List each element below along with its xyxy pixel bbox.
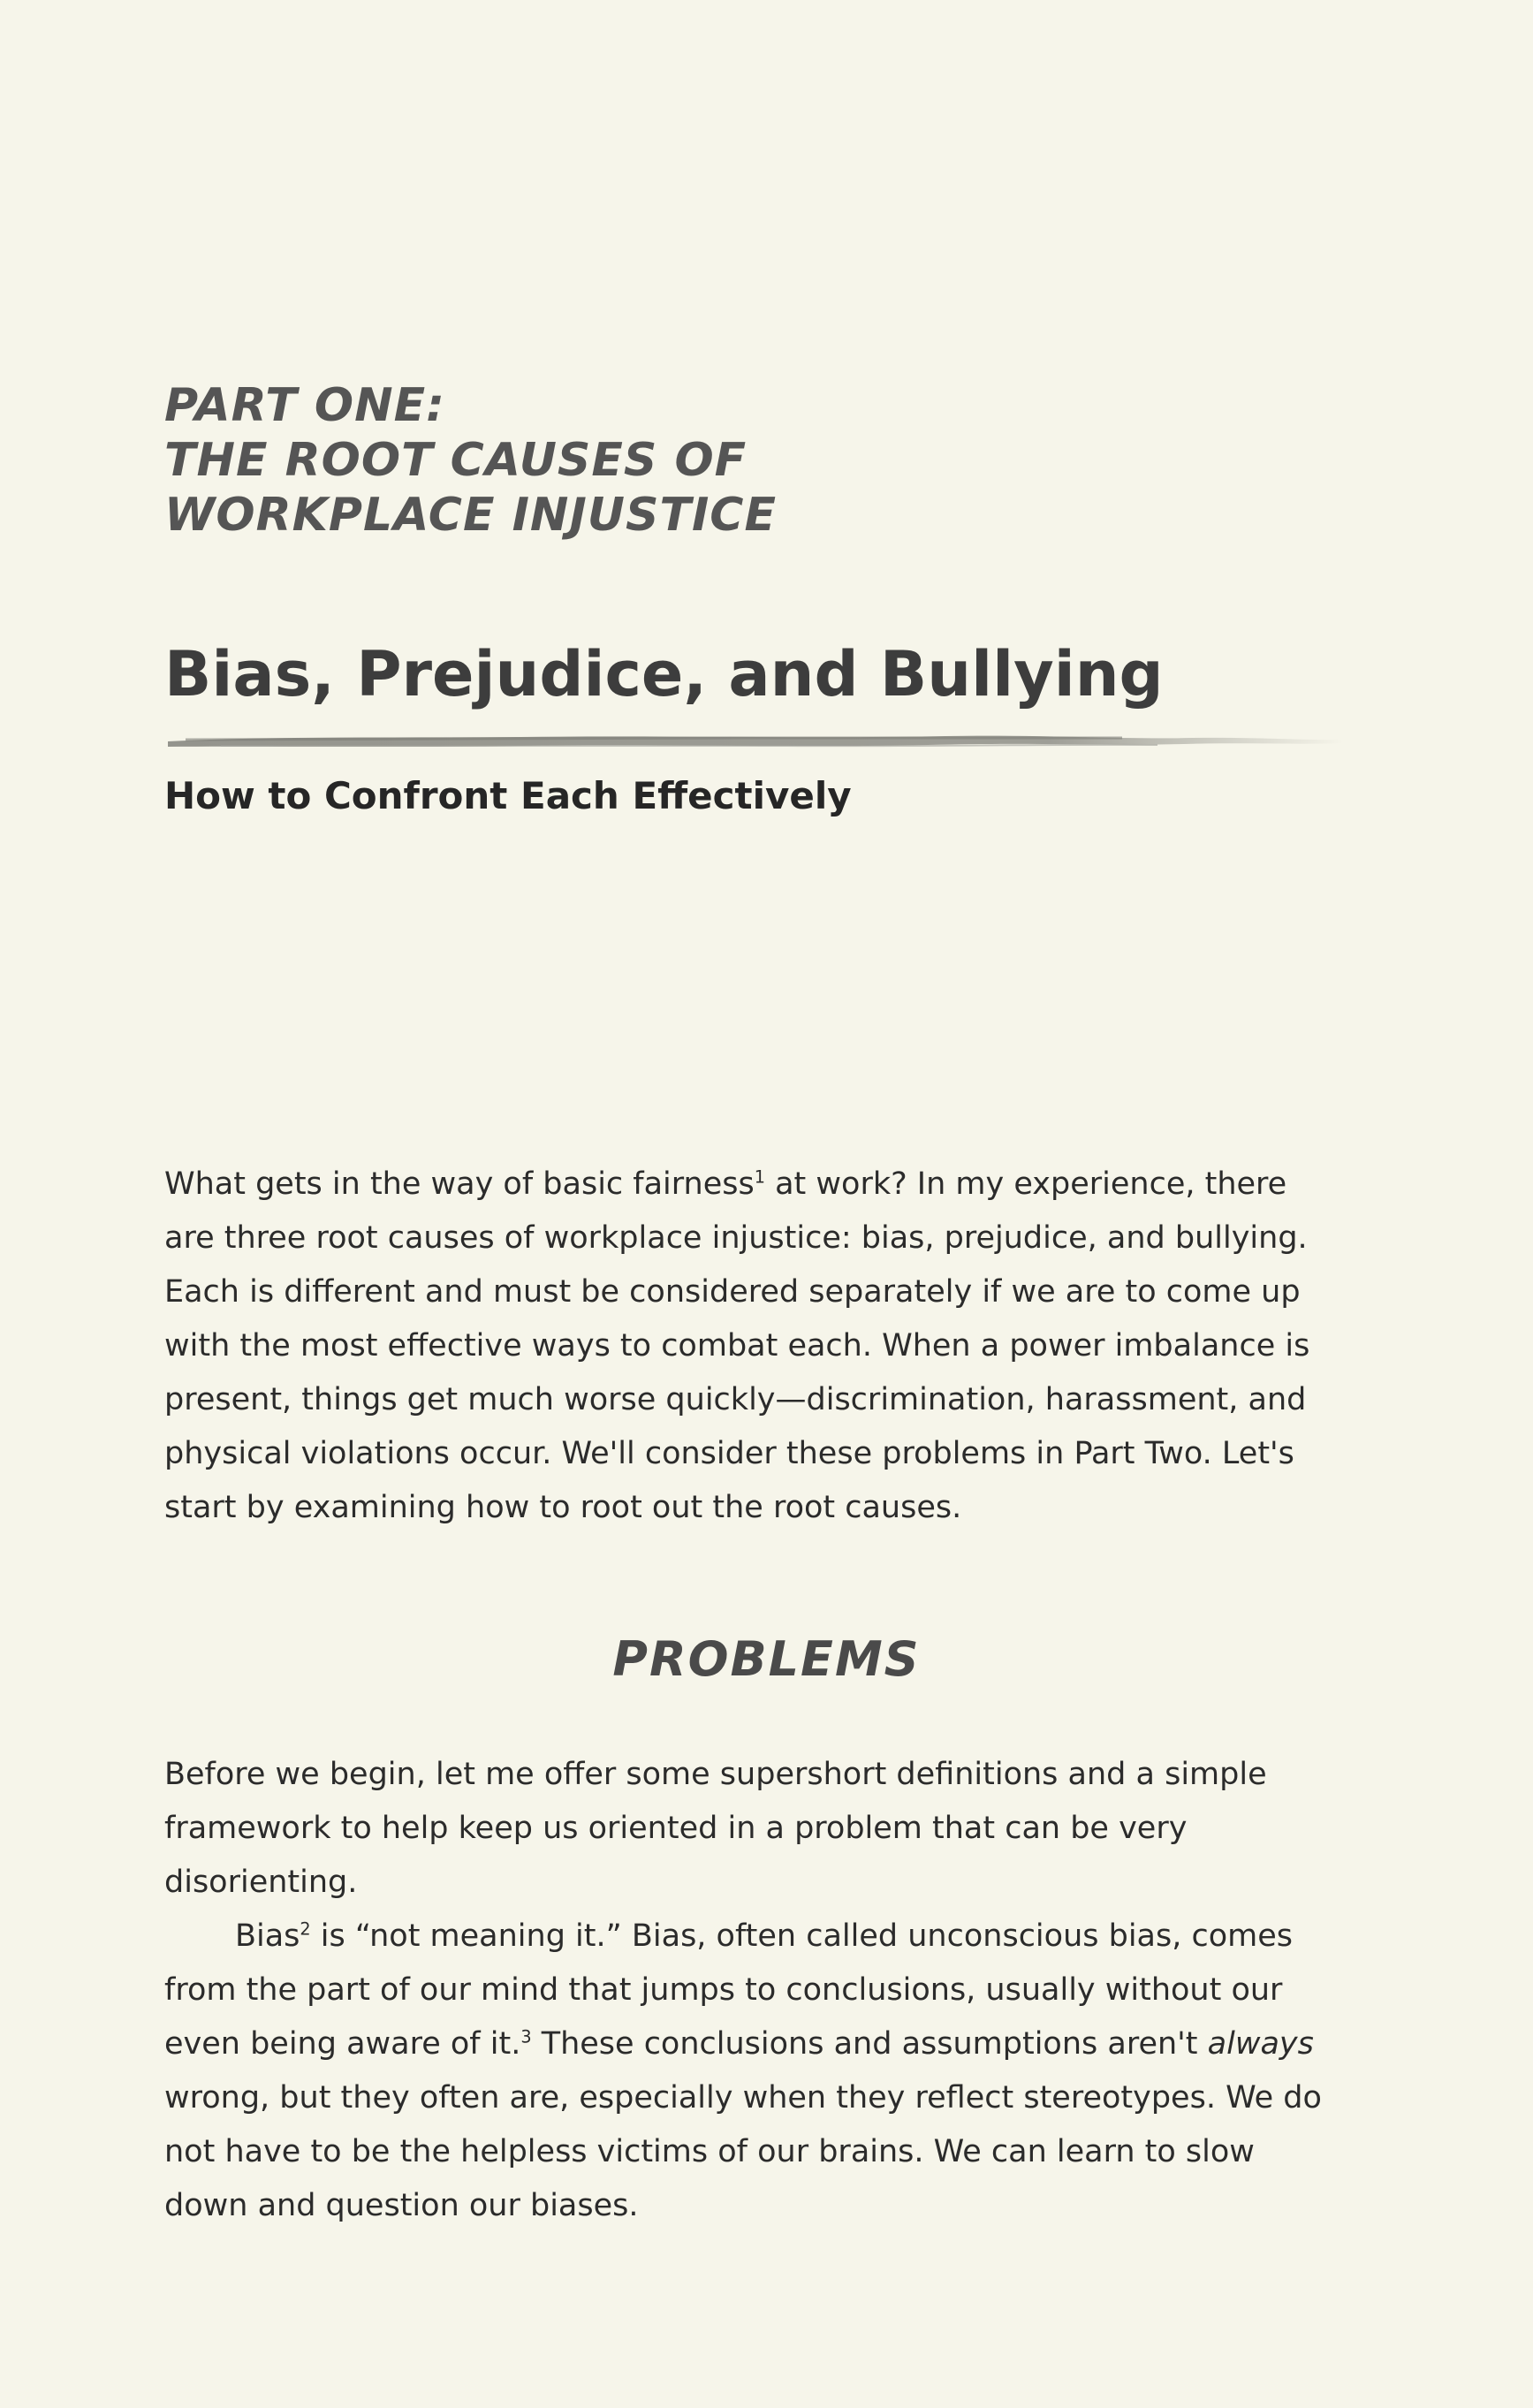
chapter-title: Bias, Prejudice, and Bullying <box>164 638 1164 710</box>
problems-text-part-d: wrong, but they often are, especially when they reflect stereotypes. We do not have to be the helpless victims of our brains. We can learn to slow down and question our biases. <box>164 2080 1322 2223</box>
intro-text <box>164 1158 1331 1535</box>
intro-text-part-b: at work? In my experience, there are three root causes of workplace injustice: bias, prejudice, and bullying. Each is different and must be considered separately if we are to come up with the most effective ways to combat each. When a power imbalance is present, things get much worse quickly—discrimination, harassment, and physical violations occur. We'll consider these problems in Part Two. Let's start by examining how to root out the root causes. <box>164 1166 1310 1525</box>
part-heading-line-3: WORKPLACE INJUSTICE <box>164 489 777 542</box>
footnote-ref-3: 3 <box>520 2026 532 2047</box>
footnote-ref-2: 2 <box>300 1918 311 1940</box>
part-heading-line-2: THE ROOT CAUSES OF <box>164 434 748 487</box>
chapter-subtitle: How to Confront Each Effectively <box>164 774 852 817</box>
brush-stroke-divider <box>168 727 1343 754</box>
intro-paragraph <box>164 1158 1331 1535</box>
problems-paragraph-1: Before we begin, let me offer some supershort definitions and a simple framework to help keep us oriented in a problem that can be very disorienting. <box>164 1757 1267 1900</box>
emphasis-always: always <box>1207 2026 1314 2062</box>
bias-term: Bias <box>235 1918 300 1954</box>
footnote-ref-1: 1 <box>754 1166 765 1188</box>
problems-text-part-c: These conclusions and assumptions aren't <box>531 2026 1208 2062</box>
part-heading <box>164 378 777 543</box>
part-heading-line-1: PART ONE: <box>164 379 445 432</box>
problems-paragraph-2 <box>164 1910 1331 2233</box>
problems-text-part-b: is “not meaning it.” Bias, often called unconscious bias, comes from the part of our mind that jumps to conclusions, usually without our even being aware of it. <box>164 1918 1294 2062</box>
intro-text-part-a: What gets in the way of basic fairness <box>164 1166 755 1202</box>
problems-text <box>164 1748 1331 2233</box>
section-heading-problems: PROBLEMS <box>612 1631 921 1687</box>
